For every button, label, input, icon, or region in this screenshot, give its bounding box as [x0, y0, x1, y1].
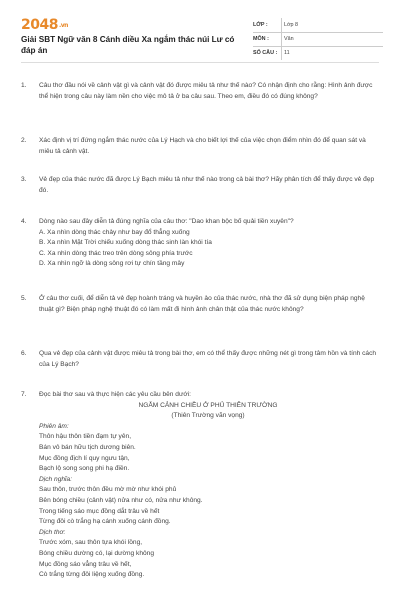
question-text: Vẻ đẹp của thác nước đã được Lý Bạch miêu tả như thế nào trong cả bài thơ? Hãy phân tích để thấy được vẻ đẹp đó.: [39, 176, 375, 194]
question-number: 5.: [21, 295, 27, 302]
header-divider: [21, 62, 379, 63]
question-text: Ở câu thơ cuối, để diễn tả vẻ đẹp hoành tráng và huyền ảo của thác nước, nhà thơ đã sử dụng biện pháp nghệ thuật gì? Biện pháp nghệ thuật đó có làm mất đi hình ảnh chân thật của thác nước không?: [39, 295, 365, 313]
question-6: [21, 349, 377, 370]
poem-line: Trước xóm, sau thôn tựa khói lồng,: [39, 539, 143, 547]
poem-subtitle: (Thiên Trường vãn vọng): [171, 412, 245, 420]
meta-table: [253, 18, 383, 60]
question-1: [21, 81, 377, 102]
question-text: Qua vẻ đẹp của cảnh vật được miêu tả trong bài thơ, em có thể thấy được những nét gì trong tâm hồn và tính cách của Lý Bạch?: [39, 350, 377, 368]
poem-line: Mục đồng sáo vẳng trâu về hết,: [39, 560, 132, 568]
question-7: [21, 390, 377, 581]
poem-line: Mục đồng địch lí quy ngưu tận,: [39, 454, 130, 462]
meta-divider: [253, 32, 383, 33]
question-text: Xác định vị trí đứng ngắm thác nước của Lý Hạch và cho biết lợi thế của việc chọn điểm nhìn đó để quan sát và miêu tả cảnh vật.: [39, 137, 366, 155]
poem-line: Bên bóng chiều (cảnh vật) nửa như có, nửa như không.: [39, 496, 203, 504]
meta-value: Lớp 8: [284, 22, 299, 28]
page-title: Giải SBT Ngữ văn 8 Cánh diều Xa ngắm thác núi Lư có đáp án: [21, 35, 235, 55]
question-text: [39, 390, 377, 581]
poem-line: Thôn hậu thôn tiền đạm tự yên,: [39, 433, 132, 441]
poem-line: Trong tiếng sáo mục đồng dắt trâu về hết: [39, 507, 160, 515]
answer-option-d[interactable]: D. Xa nhìn ngỡ là dòng sông rơi tự chín tầng mây: [39, 260, 185, 268]
question-number: 7.: [21, 391, 27, 398]
question-prompt: Dòng nào sau đây diễn tả đúng nghĩa của câu thơ: "Dao khan bộc bố quải tiền xuyên"?: [39, 218, 294, 225]
logo-suffix: .vn: [58, 21, 68, 29]
meta-key: LỚP :: [253, 22, 268, 28]
meta-value: Văn: [284, 36, 294, 42]
meta-column-divider: [281, 18, 282, 60]
question-5: [21, 294, 377, 315]
question-prompt: Đọc bài thơ sau và thực hiện các yêu cầu bên dưới:: [39, 391, 191, 398]
question-number: 1.: [21, 82, 27, 89]
question-text: [39, 217, 377, 270]
meta-row-count: [253, 46, 383, 60]
poem-title: NGẮM CẢNH CHIỀU Ở PHỦ THIÊN TRƯỜNG: [138, 401, 278, 409]
question-text: Câu thơ đầu nói về cảnh vật gì và cảnh vật đó được miêu tả như thế nào? Có nhận định cho rằng: Hình ảnh được thể hiện trong câu này làm nền cho việc mô tả ở ba câu sau. Theo em, điều đó có đúng không?: [39, 82, 373, 100]
meta-row-class: [253, 18, 383, 32]
answer-option-a[interactable]: A. Xa nhìn dòng thác chảy như bay đổ thẳng xuống: [39, 228, 190, 236]
question-number: 4.: [21, 218, 27, 225]
poem-line: Cò trắng từng đôi liệng xuống đồng.: [39, 571, 145, 579]
poem-line: Bạch lộ song song phi hạ điền.: [39, 465, 130, 473]
meta-key: SỐ CÂU :: [253, 50, 278, 56]
question-number: 3.: [21, 176, 27, 183]
question-4: [21, 217, 377, 270]
question-3: [21, 175, 377, 196]
poem-line: Từng đôi cò trắng hạ cánh xuống cánh đồng.: [39, 518, 171, 526]
meta-value: 11: [284, 50, 290, 56]
meta-divider: [253, 46, 383, 47]
poem-section-heading: Dịch thơ:: [39, 528, 66, 536]
poem-line: Sau thôn, trước thôn đều mờ mờ như khói phủ: [39, 486, 177, 494]
logo-text: 2048: [21, 17, 58, 33]
question-number: 6.: [21, 350, 27, 357]
answer-option-b[interactable]: B. Xa nhìn Mặt Trời chiếu xuống dòng thác sinh làn khói tía: [39, 239, 212, 247]
poem-line: Bán vô bán hữu tịch dương biên.: [39, 443, 136, 451]
poem-section-heading: Phiên âm:: [39, 422, 69, 430]
meta-row-subject: [253, 32, 383, 46]
poem-line: Bóng chiều dường có, lại dường không: [39, 549, 154, 557]
meta-key: MÔN :: [253, 36, 269, 42]
answer-option-c[interactable]: C. Xa nhìn dòng thác treo trên dòng sông phía trước: [39, 249, 193, 257]
question-number: 2.: [21, 137, 27, 144]
poem-section-heading: Dịch nghĩa:: [39, 475, 72, 483]
question-2: [21, 136, 377, 157]
site-logo[interactable]: [21, 17, 68, 33]
